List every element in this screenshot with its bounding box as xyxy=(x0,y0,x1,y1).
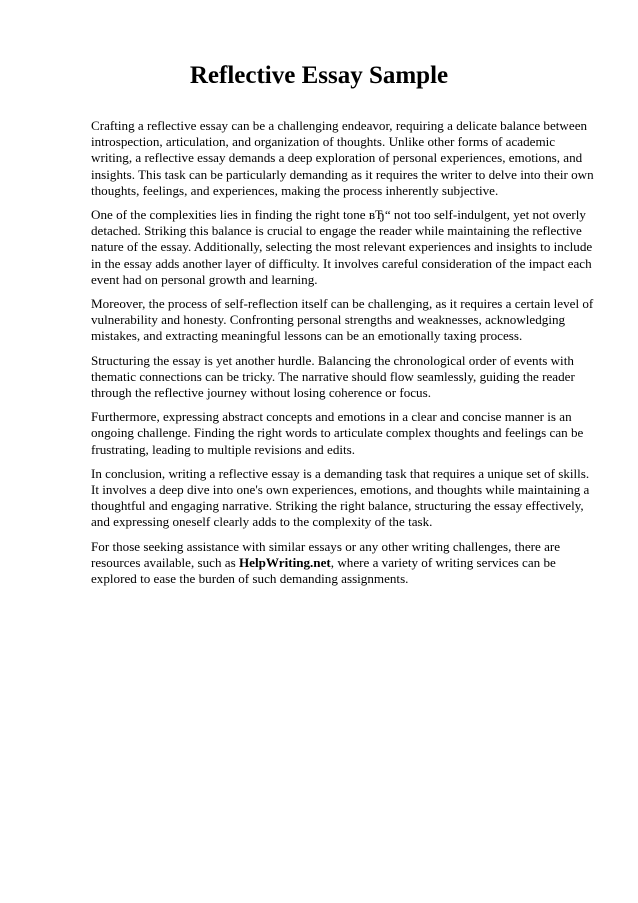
closing-text-after: , where a variety of writing services can be explored to ease the burden of such demanding assignments. xyxy=(91,554,556,587)
paragraph-structure: Structuring the essay is yet another hurdle. Balancing the chronological order of events with thematic connections can be tricky. The narrative should flow seamlessly, guiding the reader through the reflective journey without losing coherence or focus. xyxy=(91,352,575,401)
paragraph-tone: One of the complexities lies in finding the right tone вЂ“ not too self-indulgent, yet not overly detached. Striking this balance is crucial to engage the reader while maintaining the reflective nature of the essay. Additionally, selecting the most relevant experiences and insights to include in the essay adds another layer of difficulty. It involves careful consideration of the impact each event had on personal growth and learning. xyxy=(91,207,593,287)
document-body xyxy=(91,118,596,595)
paragraph-self-reflection: Moreover, the process of self-reflection itself can be challenging, as it requires a certain level of vulnerability and honesty. Confronting personal strengths and weaknesses, acknowledging mistakes, and extracting meaningful lessons can be an emotionally taxing process. xyxy=(91,296,594,344)
paragraph-intro: Crafting a reflective essay can be a challenging endeavor, requiring a delicate balance between introspection, articulation, and organization of thoughts. Unlike other forms of academic writing, a reflective essay demands a deep exploration of personal experiences, emotions, and insights. This task can be particularly demanding as it requires the writer to delve into their own thoughts, feelings, and experiences, making the process inherently subjective. xyxy=(91,118,594,198)
paragraph-closing xyxy=(91,539,596,588)
paragraph-conclusion: In conclusion, writing a reflective essay is a demanding task that requires a unique set of skills. It involves a deep dive into one's own experiences, emotions, and thoughts while maintaining a thoughtful and engaging narrative. Striking the right balance, structuring the essay effectively, and expressing oneself clearly adds to the complexity of the task. xyxy=(91,465,590,530)
paragraph-expression: Furthermore, expressing abstract concepts and emotions in a clear and concise manner is an ongoing challenge. Finding the right words to articulate complex thoughts and feelings can be frustrating, leading to multiple revisions and edits. xyxy=(91,409,584,457)
helpwriting-link[interactable]: HelpWriting.net xyxy=(238,554,331,570)
closing-text-before: For those seeking assistance with similar essays or any other writing challenges, there are resources available, such as xyxy=(91,538,561,570)
document-title: Reflective Essay Sample xyxy=(189,62,449,89)
